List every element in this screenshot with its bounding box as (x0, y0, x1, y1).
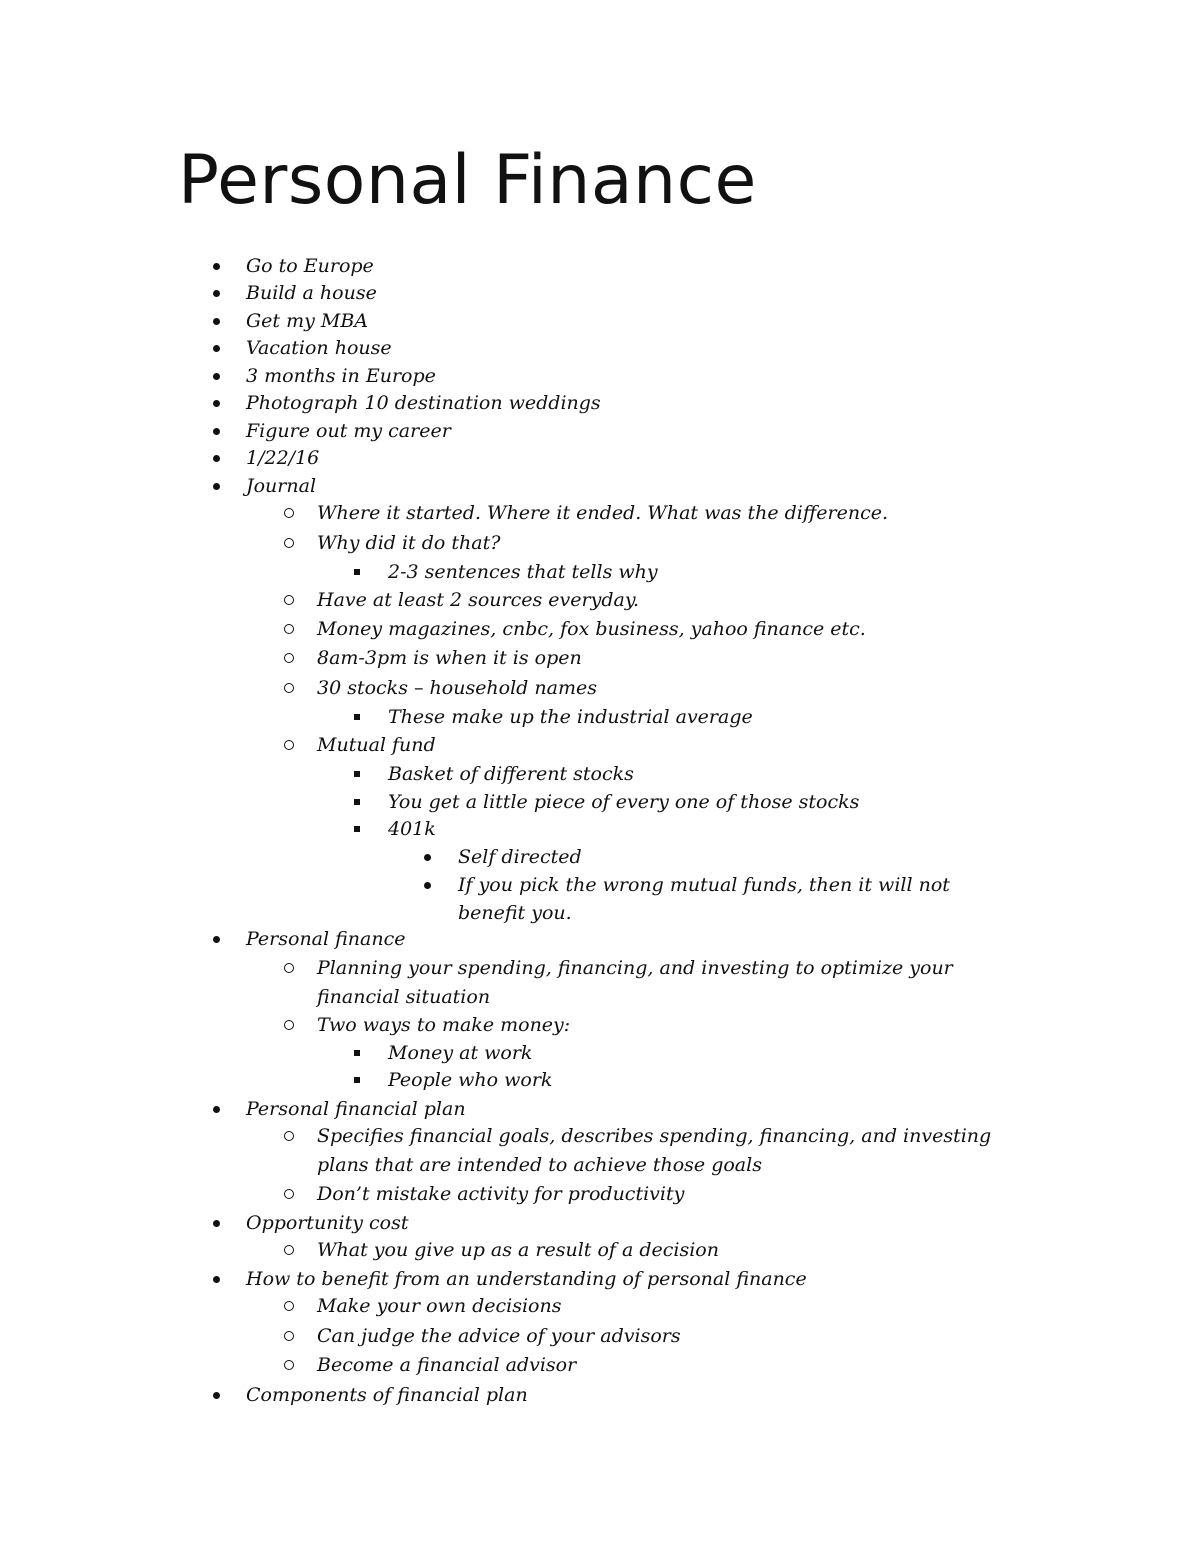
list-item: What you give up as a result of a decision (317, 1239, 719, 1261)
list-item: Mutual fund (317, 734, 436, 756)
dot-bullet-icon (213, 1276, 220, 1283)
hollow-circle-bullet-icon (284, 1301, 294, 1311)
list-item: These make up the industrial average (388, 706, 753, 728)
hollow-circle-bullet-icon (284, 740, 294, 750)
list-item: Make your own decisions (317, 1295, 562, 1317)
list-item: Two ways to make money: (317, 1014, 571, 1036)
square-bullet-icon (354, 826, 360, 832)
dot-bullet-icon (213, 318, 220, 325)
dot-bullet-icon (213, 400, 220, 407)
hollow-circle-bullet-icon (284, 1189, 294, 1199)
list-item: Figure out my career (246, 420, 451, 442)
list-item: Self directed (458, 846, 582, 868)
list-item: How to benefit from an understanding of personal finance (246, 1268, 807, 1290)
list-item-continuation: financial situation (317, 986, 491, 1008)
list-item: Don’t mistake activity for productivity (317, 1183, 685, 1205)
list-item: Opportunity cost (246, 1212, 409, 1234)
dot-bullet-icon (213, 345, 220, 352)
hollow-circle-bullet-icon (284, 624, 294, 634)
dot-bullet-icon (424, 882, 431, 889)
list-item: Money at work (388, 1042, 533, 1064)
dot-bullet-icon (213, 936, 220, 943)
list-item: Journal (246, 475, 317, 497)
hollow-circle-bullet-icon (284, 1131, 294, 1141)
hollow-circle-bullet-icon (284, 683, 294, 693)
hollow-circle-bullet-icon (284, 508, 294, 518)
list-item: Why did it do that? (317, 532, 501, 554)
hollow-circle-bullet-icon (284, 653, 294, 663)
list-item: Personal financial plan (246, 1098, 466, 1120)
dot-bullet-icon (213, 1106, 220, 1113)
dot-bullet-icon (213, 1392, 220, 1399)
hollow-circle-bullet-icon (284, 1331, 294, 1341)
dot-bullet-icon (213, 428, 220, 435)
list-item: Become a financial advisor (317, 1354, 577, 1376)
list-item: Where it started. Where it ended. What was the difference. (317, 502, 889, 524)
list-item: Basket of different stocks (388, 763, 634, 785)
list-item: 2-3 sentences that tells why (388, 561, 658, 583)
list-item: People who work (388, 1069, 553, 1091)
square-bullet-icon (354, 1050, 360, 1056)
list-item: Specifies financial goals, describes spending, financing, and investing (317, 1125, 992, 1147)
page-title: Personal Finance (178, 141, 757, 220)
hollow-circle-bullet-icon (284, 1245, 294, 1255)
dot-bullet-icon (213, 263, 220, 270)
list-item: 30 stocks – household names (317, 677, 597, 699)
list-item: Photograph 10 destination weddings (246, 392, 601, 414)
dot-bullet-icon (213, 1220, 220, 1227)
list-item: Vacation house (246, 337, 392, 359)
list-item: 1/22/16 (246, 447, 320, 469)
square-bullet-icon (354, 1077, 360, 1083)
square-bullet-icon (354, 771, 360, 777)
list-item: 401k (388, 818, 436, 840)
list-item: Have at least 2 sources everyday. (317, 589, 640, 611)
dot-bullet-icon (424, 854, 431, 861)
list-item: Get my MBA (246, 310, 369, 332)
square-bullet-icon (354, 714, 360, 720)
hollow-circle-bullet-icon (284, 963, 294, 973)
list-item: You get a little piece of every one of those stocks (388, 791, 860, 813)
square-bullet-icon (354, 569, 360, 575)
list-item-continuation: benefit you. (458, 902, 572, 924)
list-item: 3 months in Europe (246, 365, 436, 387)
list-item: Build a house (246, 282, 377, 304)
list-item: Personal finance (246, 928, 406, 950)
list-item: Can judge the advice of your advisors (317, 1325, 681, 1347)
square-bullet-icon (354, 799, 360, 805)
hollow-circle-bullet-icon (284, 1020, 294, 1030)
list-item: If you pick the wrong mutual funds, then it will not (458, 874, 950, 896)
list-item: Planning your spending, financing, and investing to optimize your (317, 957, 953, 979)
dot-bullet-icon (213, 290, 220, 297)
list-item: Components of financial plan (246, 1384, 528, 1406)
hollow-circle-bullet-icon (284, 1360, 294, 1370)
dot-bullet-icon (213, 483, 220, 490)
list-item: Money magazines, cnbc, fox business, yahoo finance etc. (317, 618, 866, 640)
hollow-circle-bullet-icon (284, 538, 294, 548)
dot-bullet-icon (213, 373, 220, 380)
dot-bullet-icon (213, 455, 220, 462)
hollow-circle-bullet-icon (284, 595, 294, 605)
list-item: 8am-3pm is when it is open (317, 647, 582, 669)
list-item: Go to Europe (246, 255, 374, 277)
list-item-continuation: plans that are intended to achieve those goals (317, 1154, 762, 1176)
